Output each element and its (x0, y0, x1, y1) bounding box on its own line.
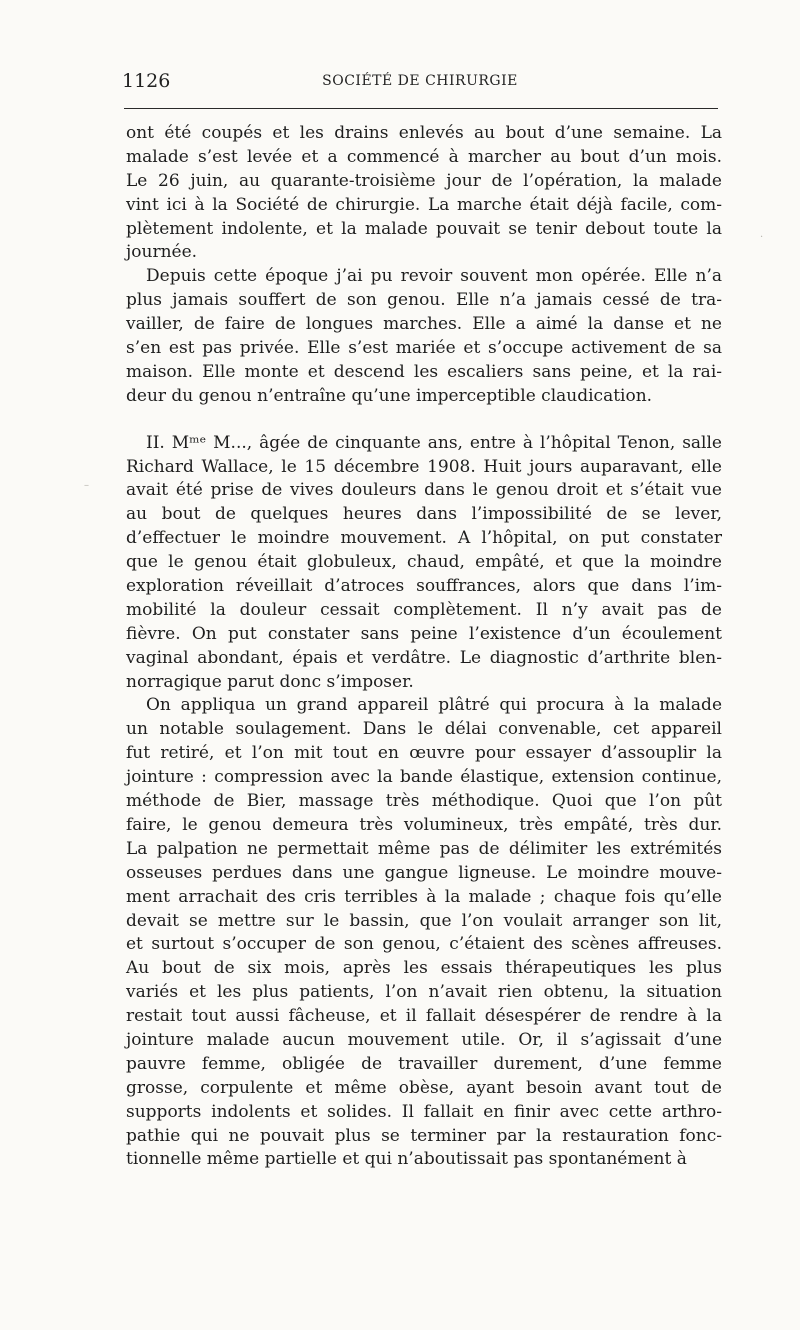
text-line: vint ici à la Société de chirurgie. La marche était déjà facile, com- (126, 194, 722, 215)
text-line: maison. Elle monte et descend les escaliers sans peine, et la rai- (126, 361, 722, 382)
text-line: pathie qui ne pouvait plus se terminer par la restauration fonc- (126, 1125, 722, 1146)
text-line: grosse, corpulente et même obèse, ayant besoin avant tout de (126, 1077, 722, 1098)
text-line: d’effectuer le moindre mouvement. A l’hôpital, on put constater (126, 528, 722, 549)
paragraph-p2 (126, 265, 722, 408)
text-line: II. Mᵐᵉ M..., âgée de cinquante ans, entre à l’hôpital Tenon, salle (146, 432, 722, 453)
margin-dash: – (84, 480, 89, 491)
text-line: vaginal abondant, épais et verdâtre. Le diagnostic d’arthrite blen- (126, 647, 722, 668)
text-line: restait tout aussi fâcheuse, et il fallait désespérer de rendre à la (126, 1006, 722, 1027)
running-head (122, 70, 718, 96)
text-line: norragique parut donc s’imposer. (126, 671, 414, 692)
journal-title: SOCIÉTÉ DE CHIRURGIE (322, 73, 518, 89)
paragraph-p3 (126, 432, 722, 695)
paragraph-p4 (126, 694, 722, 1172)
page-number: 1126 (122, 70, 171, 92)
text-line: ment arrachait des cris terribles à la malade ; chaque fois qu’elle (126, 886, 722, 907)
text-line: pauvre femme, obligée de travailler durement, d’une femme (126, 1053, 722, 1074)
text-line: Depuis cette époque j’ai pu revoir souvent mon opérée. Elle n’a (146, 266, 722, 287)
text-line: tionnelle même partielle et qui n’aboutissait pas spontanément à (126, 1149, 687, 1170)
text-line: Le 26 juin, au quarante-troisième jour de l’opération, la malade (126, 170, 722, 191)
text-line: devait se mettre sur le bassin, que l’on voulait arranger son lit, (126, 910, 722, 931)
text-line: exploration réveillait d’atroces souffrances, alors que dans l’im- (126, 576, 722, 597)
body-text (126, 122, 722, 1172)
text-line: Richard Wallace, le 15 décembre 1908. Huit jours auparavant, elle (126, 456, 722, 477)
text-line: un notable soulagement. Dans le délai convenable, cet appareil (126, 719, 722, 740)
header-rule (124, 108, 718, 109)
text-line: osseuses perdues dans une gangue ligneuse. Le moindre mouve- (126, 862, 722, 883)
text-line: jointure : compression avec la bande élastique, extension continue, (126, 767, 722, 788)
text-line: La palpation ne permettait même pas de délimiter les extrémités (126, 838, 722, 859)
text-line: méthode de Bier, massage très méthodique. Quoi que l’on pût (126, 791, 722, 812)
paragraph-gap (126, 409, 722, 432)
text-line: vailler, de faire de longues marches. Elle a aimé la danse et ne (126, 314, 722, 335)
text-line: plus jamais souffert de son genou. Elle n’a jamais cessé de tra- (126, 290, 722, 311)
paragraph-p1 (126, 122, 722, 265)
text-line: malade s’est levée et a commencé à marcher au bout d’un mois. (126, 146, 722, 167)
text-line: journée. (126, 242, 198, 263)
text-line: s’en est pas privée. Elle s’est mariée et s’occupe activement de sa (126, 338, 722, 359)
text-line: avait été prise de vives douleurs dans le genou droit et s’était vue (126, 480, 722, 501)
text-line: ont été coupés et les drains enlevés au bout d’une semaine. La (126, 123, 722, 143)
text-line: On appliqua un grand appareil plâtré qui procura à la malade (146, 695, 722, 716)
margin-speck: · (760, 232, 764, 243)
text-line: Au bout de six mois, après les essais thérapeutiques les plus (126, 958, 722, 979)
text-line: jointure malade aucun mouvement utile. Or, il s’agissait d’une (126, 1029, 722, 1050)
text-line: supports indolents et solides. Il fallait en finir avec cette arthro- (126, 1101, 722, 1122)
text-line: plètement indolente, et la malade pouvait se tenir debout toute la (126, 218, 722, 239)
text-line: deur du genou n’entraîne qu’une imperceptible claudication. (126, 385, 653, 406)
text-line: faire, le genou demeura très volumineux, très empâté, très dur. (126, 814, 722, 835)
text-line: au bout de quelques heures dans l’impossibilité de se lever, (126, 504, 722, 525)
text-line: variés et les plus patients, l’on n’avait rien obtenu, la situation (126, 982, 722, 1003)
text-line: et surtout s’occuper de son genou, c’étaient des scènes affreuses. (126, 934, 722, 955)
text-line: mobilité la douleur cessait complètement. Il n’y avait pas de (126, 599, 722, 620)
text-line: que le genou était globuleux, chaud, empâté, et que la moindre (126, 552, 722, 573)
text-line: fut retiré, et l’on mit tout en œuvre pour essayer d’assouplir la (126, 743, 722, 764)
text-line: fièvre. On put constater sans peine l’existence d’un écoulement (126, 623, 722, 644)
